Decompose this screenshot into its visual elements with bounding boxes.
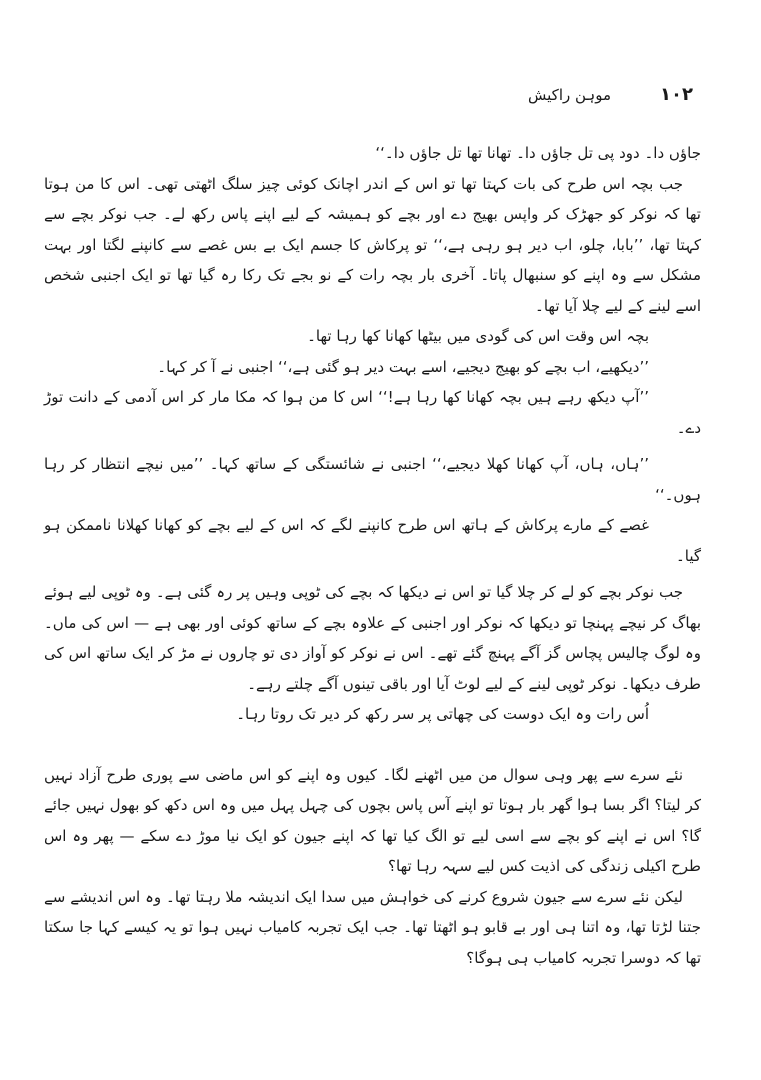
paragraph: جاؤں دا۔ دود پی تل جاؤں دا۔ تھانا تھا تل جاؤں دا۔‘‘	[375, 144, 701, 162]
paragraph: اُس رات وہ ایک دوست کی چھاتی پر سر رکھ کر دیر تک روتا رہا۔	[236, 705, 649, 723]
paragraph: جب نوکر بچے کو لے کر چلا گیا تو اس نے دیکھا کہ بچے کی ٹوپی وہیں پر رہ گئی ہے۔ وہ ٹوپی لیے ہوئے بھاگ کر نیچے پہنچا تو دیکھا کہ نوکر اور اجنبی کے علاوہ بچے کے ساتھ کوئی اور بھی ہے — اس کی ماں۔ وہ لوگ چالیس پچاس گز آگے پہنچ گئے تھے۔ اس نے نوکر کو آواز دی تو چاروں نے مڑ کر ایک ساتھ اس کی طرف دیکھا۔ نوکر ٹوپی لینے کے لیے لوٹ آیا اور باقی تینوں آگے چلتے رہے۔	[44, 583, 701, 693]
page-body	[44, 138, 701, 973]
paragraph: جب بچہ اس طرح کی بات کہتا تھا تو اس کے اندر اچانک کوئی چیز سلگ اٹھتی تھی۔ اس کا من ہوتا تھا کہ نوکر کو جھڑک کر واپس بھیج دے اور بچے کو ہمیشہ کے لیے اپنے پاس رکھ لے۔ جب نوکر بچے سے کہتا تھا، ’’بابا، چلو، اب دیر ہو رہی ہے،‘‘ تو پرکاش کا جسم ایک بے بس غصے سے کانپنے لگتا اور بہت مشکل سے وہ اپنے کو سنبھال پاتا۔ آخری بار بچہ رات کے نو بجے تک رکا رہ گیا تھا تو ایک اجنبی شخص اسے لینے کے لیے چلا آیا تھا۔	[44, 174, 701, 315]
paragraph: لیکن نئے سرے سے جیون شروع کرنے کی خواہش میں سدا ایک اندیشہ ملا رہتا تھا۔ وہ اس اندیشے سے جتنا لڑتا تھا، وہ اتنا ہی اور بے قابو ہو اٹھتا تھا۔ جب ایک تجربہ کامیاب نہیں ہوا تو یہ کیسے کہا جا سکتا تھا کہ دوسرا تجربہ کامیاب ہی ہوگا؟	[44, 887, 701, 967]
page-number: ۱۰۲	[660, 84, 693, 105]
running-head: موہن راکیش	[528, 86, 611, 104]
section-break	[44, 730, 701, 760]
page-header	[0, 84, 761, 114]
paragraph: بچہ اس وقت اس کی گودی میں بیٹھا کھانا کھا رہا تھا۔	[307, 327, 649, 345]
paragraph: ’’دیکھیے، اب بچے کو بھیج دیجیے، اسے بہت دیر ہو گئی ہے،‘‘ اجنبی نے آ کر کہا۔	[157, 357, 649, 376]
paragraph: ’’آپ دیکھ رہے ہیں بچہ کھانا کھا رہا ہے!‘‘ اس کا من ہوا کہ مکا مار کر اس آدمی کے دانت توڑ دے۔	[44, 388, 701, 437]
paragraph: غصے کے مارے پرکاش کے ہاتھ اس طرح کانپنے لگے کہ اس کے لیے بچے کو کھانا کھلانا ناممکن ہو گیا۔	[44, 516, 701, 565]
paragraph: ’’ہاں، ہاں، آپ کھانا کھلا دیجیے،‘‘ اجنبی نے شائستگی کے ساتھ کہا۔ ’’میں نیچے انتظار کر رہا ہوں۔‘‘	[44, 455, 701, 504]
paragraph: نئے سرے سے پھر وہی سوال من میں اٹھنے لگا۔ کیوں وہ اپنے کو اس ماضی سے پوری طرح آزاد نہیں کر لیتا؟ اگر بسا ہوا گھر بار ہوتا تو اپنے آس پاس بچوں کی چہل پہل میں وہ اس دکھ کو بھول نہیں جائے گا؟ اس نے اپنے کو بچے سے اسی لیے تو الگ کیا تھا کہ اپنے جیون کو ایک نیا موڑ دے سکے — پھر وہ اس طرح اکیلی زندگی کی اذیت کس لیے سہہ رہا تھا؟	[44, 765, 701, 875]
